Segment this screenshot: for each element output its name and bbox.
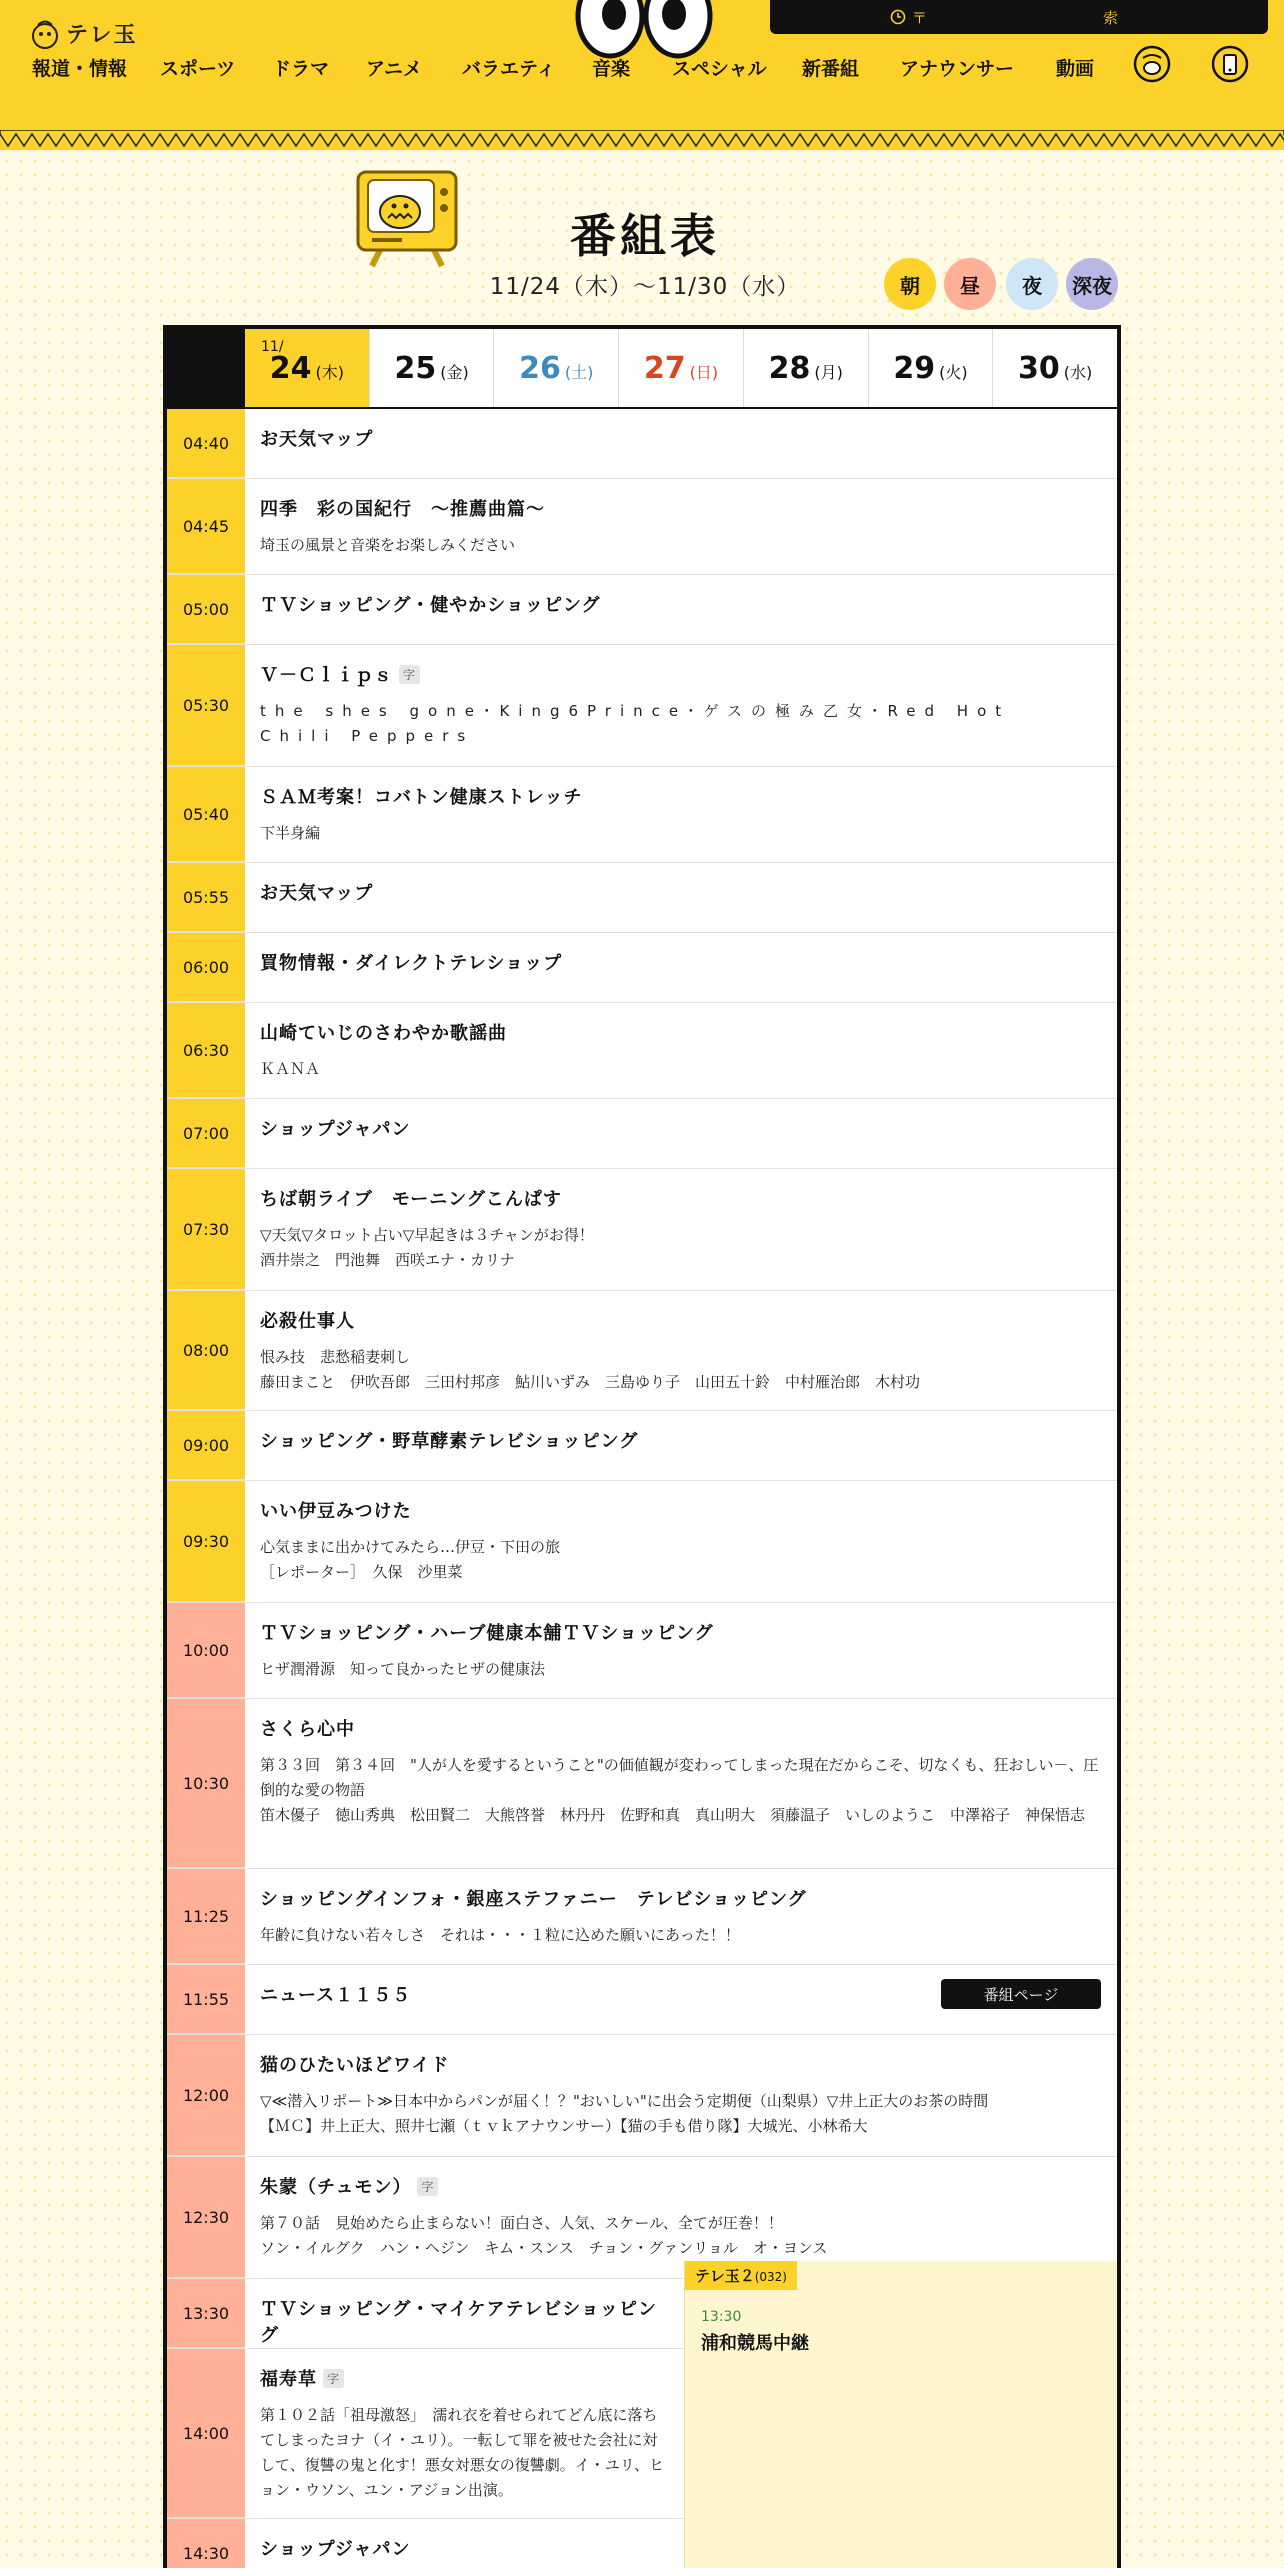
program-info bbox=[260, 879, 1101, 905]
program-title-text: ＴＶショッピング・マイケアテレビショッピング bbox=[260, 2299, 657, 2346]
program-description-line: 酒井崇之 門池舞 西咲エナ・カリナ bbox=[260, 1251, 515, 1269]
program-row[interactable] bbox=[167, 1965, 1117, 2035]
program-info bbox=[260, 1427, 1101, 1453]
program-description bbox=[260, 2403, 669, 2503]
program-time: 10:00 bbox=[167, 1603, 245, 1698]
program-time: 08:00 bbox=[167, 1291, 245, 1410]
sub-program-time: 13:30 bbox=[701, 2309, 742, 2325]
day-number: 29 bbox=[893, 350, 936, 386]
program-row[interactable] bbox=[167, 2519, 685, 2568]
day-weekday: (火) bbox=[939, 362, 968, 382]
program-description-line: ＫＡＮＡ bbox=[260, 1060, 321, 1078]
program-description-line: the shes gone･King6Prince･ゲスの極み乙女･Red Hot Chili Peppers bbox=[260, 702, 1011, 745]
program-title-text: 買物情報・ダイレクトテレショップ bbox=[260, 953, 563, 974]
program-row[interactable] bbox=[167, 409, 1117, 479]
program-row[interactable] bbox=[167, 575, 1117, 645]
program-title-text: ニュース１１５５ bbox=[260, 1985, 412, 2006]
program-title-text: ショッピングインフォ・銀座ステファニー テレビショッピング bbox=[260, 1889, 807, 1910]
program-description-line: 下半身編 bbox=[260, 824, 321, 842]
program-title-text: 福寿草 bbox=[260, 2369, 317, 2390]
program-description bbox=[260, 1345, 1101, 1395]
program-description bbox=[260, 2089, 1101, 2139]
day-number: 28 bbox=[768, 350, 811, 386]
program-description bbox=[260, 1657, 1101, 1682]
program-description-line: 【ＭＣ】井上正大、照井七瀬（ｔｖｋアナウンサー）【猫の手も借り隊】大城光、小林希大 bbox=[260, 2117, 868, 2135]
program-row[interactable] bbox=[167, 933, 1117, 1003]
program-title[interactable] bbox=[260, 1019, 1101, 1045]
nav-variety[interactable]: バラエティ bbox=[462, 58, 556, 80]
program-description bbox=[260, 533, 1101, 558]
subtitle-badge: 字 bbox=[417, 2177, 438, 2196]
program-info bbox=[260, 425, 1101, 451]
program-description bbox=[260, 699, 1101, 749]
program-info bbox=[260, 1307, 1101, 1395]
day-weekday: (月) bbox=[814, 362, 843, 382]
program-title-text: ＴＶショッピング・健やかショッピング bbox=[260, 595, 601, 616]
program-time: 14:00 bbox=[167, 2349, 245, 2518]
program-description bbox=[260, 1223, 1101, 1273]
program-title-text: ＴＶショッピング・ハーブ健康本舗ＴＶショッピング bbox=[260, 1623, 714, 1644]
nav-video[interactable]: 動画 bbox=[1056, 58, 1095, 80]
program-info bbox=[260, 1115, 1101, 1141]
program-info bbox=[260, 2173, 1101, 2261]
day-tab-29[interactable] bbox=[868, 329, 993, 407]
program-row[interactable] bbox=[167, 1869, 1117, 1965]
program-title-text: 必殺仕事人 bbox=[260, 1311, 355, 1332]
program-row[interactable] bbox=[167, 1411, 1117, 1481]
program-row[interactable] bbox=[167, 863, 1117, 933]
program-row[interactable] bbox=[167, 1169, 1117, 1291]
program-title[interactable] bbox=[260, 783, 1101, 809]
program-title[interactable] bbox=[260, 495, 1101, 521]
program-description-line: 笛木優子 徳山秀典 松田賢二 大熊啓誉 林丹丹 佐野和真 真山明大 須藤温子 いしのようこ 中澤裕子 神保悟志 bbox=[260, 1806, 1086, 1824]
program-time: 11:25 bbox=[167, 1869, 245, 1964]
teletama-character-icon[interactable] bbox=[1132, 44, 1172, 84]
day-tabs-corner bbox=[167, 329, 245, 407]
program-title[interactable] bbox=[260, 2295, 669, 2347]
day-month: 11/ bbox=[261, 339, 284, 355]
program-description-line: ソン・イルグク ハン・ヘジン キム・スンス チョン・グァンリョル オ・ヨンス bbox=[260, 2239, 828, 2257]
program-time: 13:30 bbox=[167, 2279, 245, 2348]
program-title[interactable] bbox=[260, 1619, 1101, 1645]
header-zigzag-edge bbox=[0, 130, 1284, 154]
program-title[interactable] bbox=[260, 1885, 1101, 1911]
day-tab-25[interactable] bbox=[369, 329, 494, 407]
program-description-line: 埼玉の風景と音楽をお楽しみください bbox=[260, 536, 516, 554]
day-tab-26[interactable] bbox=[493, 329, 618, 407]
day-tab-24[interactable] bbox=[245, 329, 369, 407]
program-description bbox=[260, 1923, 1101, 1948]
clock-icon bbox=[890, 9, 906, 25]
tod-daytime-label: 昼 bbox=[960, 273, 980, 298]
program-title[interactable] bbox=[260, 2365, 669, 2391]
program-title[interactable] bbox=[260, 879, 1101, 905]
day-tab-30[interactable] bbox=[992, 329, 1117, 407]
program-time: 04:40 bbox=[167, 409, 245, 478]
sub-channel-name: テレ玉２ bbox=[695, 2267, 755, 2285]
program-description bbox=[260, 1753, 1101, 1828]
program-row[interactable] bbox=[167, 2349, 685, 2519]
program-description-line: ［レポーター］ 久保 沙里菜 bbox=[260, 1563, 463, 1581]
site-logo[interactable] bbox=[30, 16, 138, 50]
schedule-table bbox=[163, 325, 1121, 2568]
day-tab-28[interactable] bbox=[743, 329, 868, 407]
program-info bbox=[260, 1885, 1101, 1948]
program-time: 06:30 bbox=[167, 1003, 245, 1098]
nav-announcer[interactable]: アナウンサー bbox=[900, 58, 1015, 80]
program-time: 04:45 bbox=[167, 479, 245, 574]
program-row[interactable] bbox=[167, 1603, 1117, 1699]
tod-latenight-button[interactable] bbox=[1066, 258, 1118, 310]
program-description-line: ▽≪潜入リポート≫日本中からパンが届く！？"おいしい"に出会う定期便（山梨県）▽井上正大のお茶の時間 bbox=[260, 2092, 989, 2110]
program-info bbox=[260, 1497, 1101, 1585]
program-info bbox=[260, 661, 1101, 749]
tod-latenight-label: 深夜 bbox=[1072, 273, 1112, 298]
program-time: 05:55 bbox=[167, 863, 245, 932]
program-info bbox=[260, 2535, 669, 2561]
program-time: 05:30 bbox=[167, 645, 245, 766]
program-title[interactable] bbox=[260, 1115, 1101, 1141]
search-link[interactable]: 索 bbox=[1102, 8, 1118, 27]
nav-music[interactable]: 音楽 bbox=[592, 58, 631, 80]
program-time: 05:40 bbox=[167, 767, 245, 862]
program-title[interactable] bbox=[260, 1497, 1101, 1523]
day-number: 25 bbox=[394, 350, 437, 386]
program-info bbox=[260, 591, 1101, 617]
program-title-text: ショッピング・野草酵素テレビショッピング bbox=[260, 1431, 639, 1452]
program-row[interactable] bbox=[167, 1291, 1117, 1411]
program-title[interactable] bbox=[260, 1185, 1101, 1211]
program-title[interactable] bbox=[260, 1307, 1101, 1333]
program-title[interactable] bbox=[260, 2535, 669, 2561]
program-info bbox=[260, 949, 1101, 975]
top-utility-bar bbox=[770, 0, 1268, 34]
program-time: 05:00 bbox=[167, 575, 245, 644]
program-info bbox=[260, 2365, 669, 2503]
program-time: 12:30 bbox=[167, 2157, 245, 2278]
program-time: 10:30 bbox=[167, 1699, 245, 1868]
nav-new-programs[interactable]: 新番組 bbox=[802, 58, 860, 80]
program-info bbox=[260, 1619, 1101, 1682]
day-number: 24 bbox=[269, 350, 312, 386]
program-title-text: Ｖ－Ｃｌｉｐｓ bbox=[260, 665, 393, 686]
program-description-line: 第７０話 見始めたら止まらない！面白さ、人気、スケール、全てが圧巻！！ bbox=[260, 2214, 783, 2232]
sub-channel-code: (032) bbox=[754, 2270, 787, 2284]
nav-special[interactable]: スペシャル bbox=[672, 58, 767, 80]
program-time: 09:00 bbox=[167, 1411, 245, 1480]
page-title: 番組表 bbox=[570, 209, 720, 263]
program-title-text: ちば朝ライブ モーニングこんぱす bbox=[260, 1189, 562, 1210]
program-title-text: ショップジャパン bbox=[260, 2539, 411, 2560]
nav-sports[interactable]: スポーツ bbox=[160, 58, 236, 80]
program-row[interactable] bbox=[167, 2035, 1117, 2157]
program-time: 09:30 bbox=[167, 1481, 245, 1602]
nav-news[interactable]: 報道・情報 bbox=[32, 58, 128, 80]
logo-text: テレ玉 bbox=[66, 22, 138, 48]
tod-night-button[interactable] bbox=[1006, 258, 1058, 310]
program-description-line: 第３３回 第３４回 "人が人を愛するということ"の価値観が変わってしまった現在だからこそ、切なくも、狂おしい－、圧倒的な愛の物語 bbox=[260, 1756, 1099, 1799]
tod-daytime-button[interactable] bbox=[944, 258, 996, 310]
program-row[interactable] bbox=[167, 479, 1117, 575]
program-info bbox=[260, 495, 1101, 558]
program-row[interactable] bbox=[167, 645, 1117, 767]
time-link[interactable]: 〒 bbox=[890, 7, 927, 28]
program-title-text: ＳＡＭ考案！コバトン健康ストレッチ bbox=[260, 787, 583, 808]
day-weekday: (水) bbox=[1063, 362, 1093, 382]
program-title-text: 四季 彩の国紀行 ～推薦曲篇～ bbox=[260, 499, 545, 520]
nav-drama[interactable]: ドラマ bbox=[272, 58, 330, 80]
program-time: 06:00 bbox=[167, 933, 245, 1002]
program-time: 12:00 bbox=[167, 2035, 245, 2156]
date-range: 11/24（木）〜11/30（水） bbox=[489, 274, 801, 300]
program-title[interactable] bbox=[260, 591, 1101, 617]
program-title-text: お天気マップ bbox=[260, 883, 374, 904]
day-weekday: (日) bbox=[689, 362, 719, 382]
program-description bbox=[260, 2211, 1101, 2261]
teletama-mascot-icon bbox=[30, 16, 60, 50]
program-row[interactable] bbox=[167, 1099, 1117, 1169]
tod-night-label: 夜 bbox=[1022, 273, 1042, 298]
program-info bbox=[260, 1185, 1101, 1273]
program-row[interactable] bbox=[167, 767, 1117, 863]
program-description-line: ヒザ潤滑源 知って良かったヒザの健康法 bbox=[260, 1660, 546, 1678]
program-time: 11:55 bbox=[167, 1965, 245, 2034]
program-title-text: 猫のひたいほどワイド bbox=[260, 2055, 450, 2076]
program-title-text: さくら心中 bbox=[260, 1719, 355, 1740]
program-description bbox=[260, 821, 1101, 846]
program-title-text: 朱蒙（チュモン） bbox=[260, 2177, 412, 2198]
program-row[interactable] bbox=[167, 1481, 1117, 1603]
program-description-line: 第１０２話「祖母激怒」 濡れ衣を着せられてどん底に落ちてしまったヨナ（イ・ユリ）。一転して罪を被せた会社に対して、復讐の鬼と化す！悪女対悪女の復讐劇。イ・ユリ、ヒョン・ウソン、ユン・アジョン出演。 bbox=[260, 2406, 664, 2499]
day-weekday: (土) bbox=[564, 362, 594, 382]
tod-morning-button[interactable] bbox=[884, 258, 936, 310]
program-title[interactable] bbox=[260, 2173, 1101, 2199]
subtitle-badge: 字 bbox=[399, 665, 420, 684]
program-description-line: 年齢に負けない若々しさ それは・・・１粒に込めた願いにあった！！ bbox=[260, 1926, 740, 1944]
day-number: 27 bbox=[643, 350, 686, 386]
nav-anime[interactable]: アニメ bbox=[366, 58, 423, 80]
sub-channel-panel[interactable] bbox=[684, 2261, 1118, 2568]
site-header bbox=[0, 0, 1284, 150]
day-number: 30 bbox=[1018, 350, 1060, 386]
program-description-line: 心気ままに出かけてみたら…伊豆・下田の旅 bbox=[260, 1538, 561, 1556]
program-row[interactable] bbox=[167, 2279, 685, 2349]
tod-morning-label: 朝 bbox=[900, 273, 920, 298]
day-tabs bbox=[167, 329, 1117, 409]
program-title-text: いい伊豆みつけた bbox=[260, 1501, 412, 1522]
program-description-line: 恨み技 悲愁稲妻刺し bbox=[260, 1348, 411, 1366]
program-title[interactable] bbox=[260, 949, 1101, 975]
program-time: 07:30 bbox=[167, 1169, 245, 1290]
program-title[interactable] bbox=[260, 1715, 1101, 1741]
program-title-text: 山崎ていじのさわやか歌謡曲 bbox=[260, 1023, 507, 1044]
mascot-eyes-icon bbox=[568, 0, 718, 60]
program-row[interactable] bbox=[167, 1699, 1117, 1869]
program-title[interactable] bbox=[260, 661, 1101, 687]
program-info bbox=[260, 1019, 1101, 1082]
program-description-line: ▽天気▽タロット占い▽早起きは３チャンがお得！ bbox=[260, 1226, 594, 1244]
program-info bbox=[260, 1715, 1101, 1828]
teletama-app-icon[interactable] bbox=[1210, 44, 1250, 84]
main-nav bbox=[0, 54, 1284, 84]
program-title[interactable] bbox=[260, 1427, 1101, 1453]
program-info bbox=[260, 783, 1101, 846]
program-description-line: 藤田まこと 伊吹吾郎 三田村邦彦 鮎川いずみ 三島ゆり子 山田五十鈴 中村雁治郎 木村功 bbox=[260, 1373, 921, 1391]
sub-program-title[interactable]: 浦和競馬中継 bbox=[701, 2333, 809, 2354]
program-info bbox=[260, 2051, 1101, 2139]
program-page-button[interactable]: 番組ページ bbox=[941, 1979, 1101, 2009]
program-row[interactable] bbox=[167, 1003, 1117, 1099]
program-title-text: お天気マップ bbox=[260, 429, 374, 450]
day-weekday: (木) bbox=[315, 362, 344, 382]
program-description bbox=[260, 1057, 1101, 1082]
program-title[interactable] bbox=[260, 425, 1101, 451]
program-info bbox=[260, 2295, 669, 2347]
day-tab-27[interactable] bbox=[618, 329, 743, 407]
tv-mascot-icon bbox=[352, 168, 462, 268]
day-number: 26 bbox=[519, 350, 561, 386]
program-time: 14:30 bbox=[167, 2519, 245, 2568]
subtitle-badge: 字 bbox=[323, 2369, 344, 2388]
program-title-text: ショップジャパン bbox=[260, 1119, 411, 1140]
program-description bbox=[260, 1535, 1101, 1585]
program-title[interactable] bbox=[260, 2051, 1101, 2077]
sub-channel-tag bbox=[685, 2261, 797, 2290]
day-weekday: (金) bbox=[440, 362, 469, 382]
program-time: 07:00 bbox=[167, 1099, 245, 1168]
